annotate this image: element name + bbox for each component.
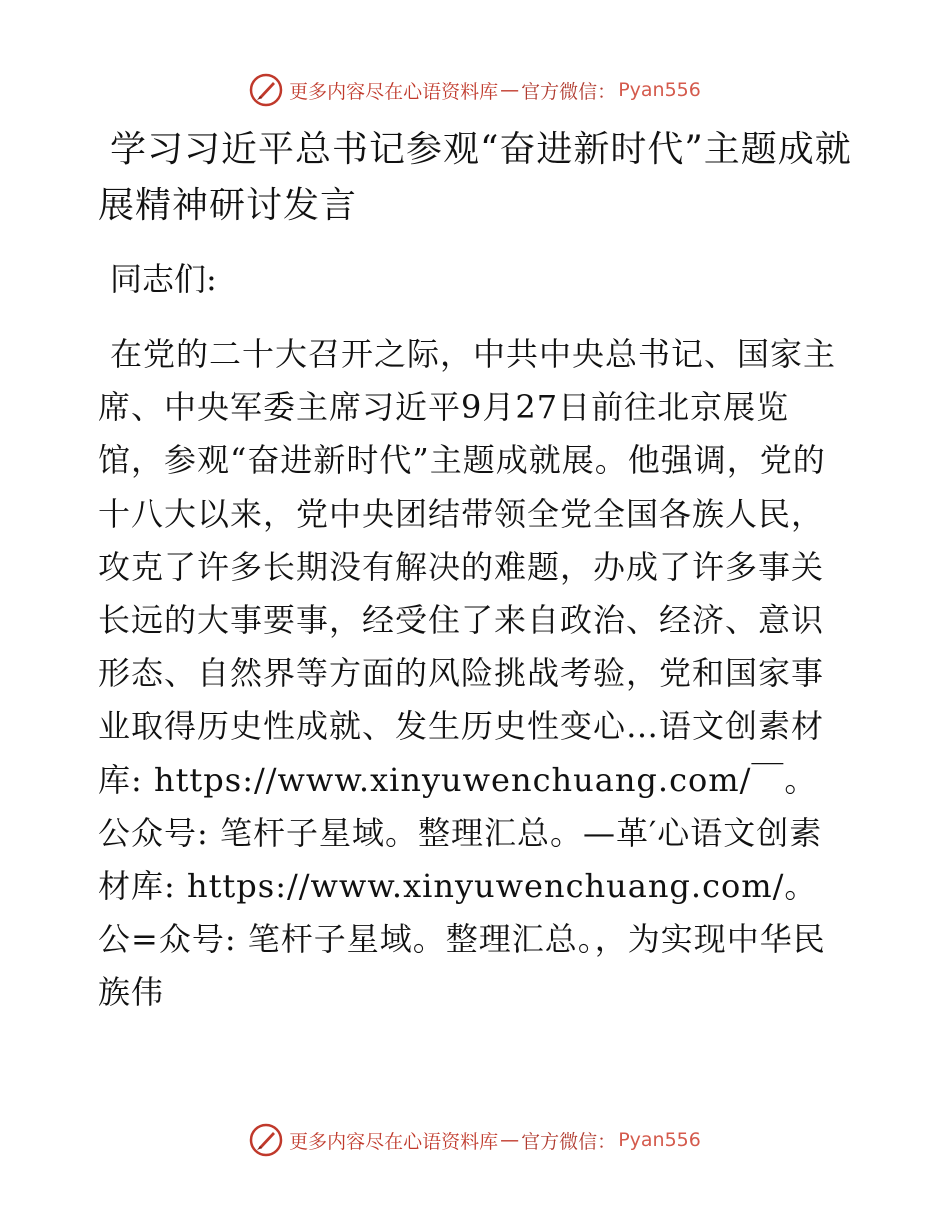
watermark-separator: — bbox=[500, 79, 520, 101]
watermark-text: 更多内容尽在心语资料库 bbox=[289, 1130, 499, 1153]
watermark-id: Pyan556 bbox=[618, 79, 701, 101]
quill-logo-icon bbox=[249, 1123, 283, 1157]
watermark-label: 官方微信： bbox=[521, 80, 617, 103]
header-watermark bbox=[0, 70, 950, 110]
body-paragraph: 在党的二十大召开之际，中共中央总书记、国家主席、中央军委主席习近平9月27日前往北京展览馆，参观“奋进新时代”主题成就展。他强调，党的十八大以来，党中央团结带领全党全国各族人民，攻克了许多长期没有解决的难题，办成了许多事关长远的大事要事，经受住了来自政治、经济、意识形态、自然界等方面的风险挑战考验，党和国家事业取得历史性成就、发生历史性变心…语文创素材库: https://www.xinyuwenchuang.com/￣。公众号: 笔杆子星域。整理汇总。—革′心语文创素材库: https://www.xinyuwenchuang.com/。公=众号: 笔杆子星域。整理汇总。，为实现中华民族伟 bbox=[98, 335, 837, 1012]
watermark-separator: — bbox=[500, 1129, 520, 1151]
footer-watermark bbox=[0, 1120, 950, 1160]
document-title: 学习习近平总书记参观“奋进新时代”主题成就展精神研讨发言 bbox=[98, 129, 852, 226]
quill-logo-icon bbox=[249, 73, 283, 107]
watermark-id: Pyan556 bbox=[618, 1129, 701, 1151]
watermark-label: 官方微信： bbox=[521, 1130, 617, 1153]
watermark-text: 更多内容尽在心语资料库 bbox=[289, 80, 499, 103]
greeting: 同志们: bbox=[110, 260, 217, 298]
